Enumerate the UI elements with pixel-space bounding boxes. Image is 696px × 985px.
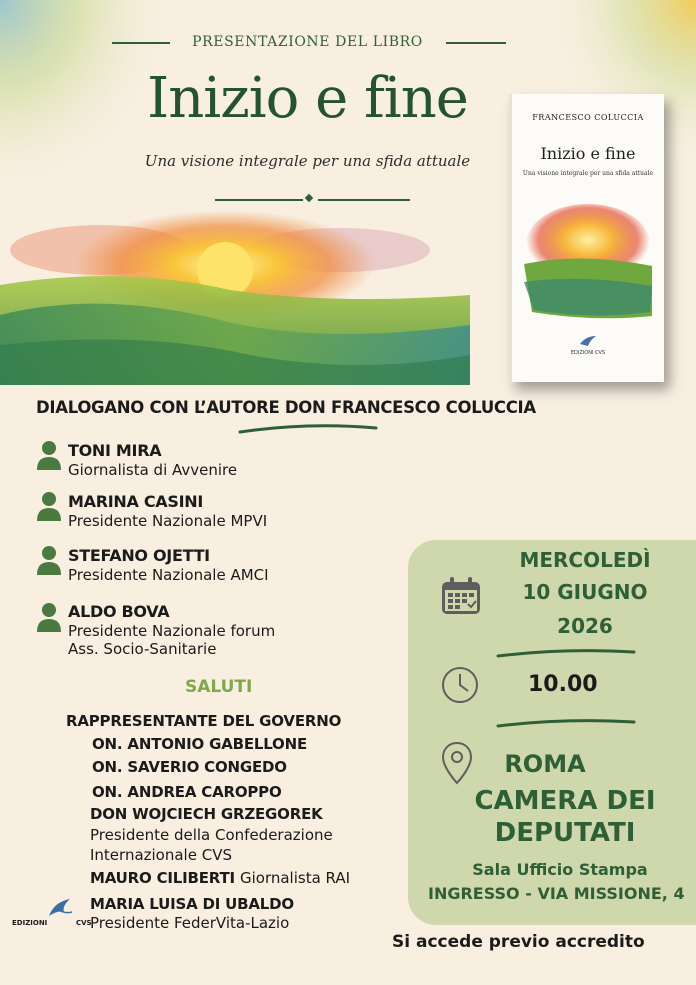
divider-right <box>318 199 410 201</box>
event-date: 10 GIUGNO <box>522 580 648 604</box>
divider-left <box>215 199 303 201</box>
access-note: Si accede previo accredito <box>392 932 645 952</box>
clock-icon <box>440 665 480 705</box>
saluti-ciliberti <box>90 868 350 888</box>
speaker-role: Presidente Nazionale AMCI <box>68 566 269 584</box>
saluti-item: ON. ANTONIO GABELLONE <box>92 735 308 753</box>
saluti-role: Presidente FederVita-Lazio <box>90 914 290 932</box>
dialog-heading: DIALOGANO CON L’AUTORE DON FRANCESCO COLUCCIA <box>36 398 536 417</box>
speaker-name: TONI MIRA <box>68 441 162 460</box>
saluti-item: RAPPRESENTANTE DEL GOVERNO <box>66 712 342 730</box>
logo-text-right: CVS <box>76 919 92 927</box>
saluti-item: ON. SAVERIO CONGEDO <box>92 758 287 776</box>
event-year: 2026 <box>557 614 613 638</box>
event-divider <box>496 646 636 660</box>
saluti-name: MARIA LUISA DI UBALDO <box>90 895 294 913</box>
kicker-rule-right <box>446 42 506 44</box>
page-title: Inizio e fine <box>147 66 468 131</box>
event-room: Sala Ufficio Stampa <box>472 860 648 879</box>
event-city: ROMA <box>504 750 586 778</box>
person-icon <box>36 491 62 521</box>
speaker-role-line2: Ass. Socio-Sanitarie <box>68 640 217 658</box>
saluti-item: ON. ANDREA CAROPPO <box>92 783 282 801</box>
speaker-role: Presidente Nazionale forum <box>68 622 276 640</box>
book-publisher: EDIZIONI CVS <box>570 350 606 356</box>
person-icon <box>36 440 62 470</box>
speaker-name: MARINA CASINI <box>68 492 203 511</box>
kicker: PRESENTAZIONE DEL LIBRO <box>192 34 423 50</box>
event-entrance: INGRESSO - VIA MISSIONE, 4 <box>428 884 685 903</box>
speaker-role: Presidente Nazionale MPVI <box>68 512 268 530</box>
person-icon <box>36 602 62 632</box>
book-author: FRANCESCO COLUCCIA <box>532 113 644 122</box>
event-venue-line2: DEPUTATI <box>494 818 636 848</box>
speaker-role: Giornalista di Avvenire <box>68 461 238 479</box>
saluti-item: DON WOJCIECH GRZEGOREK <box>90 805 323 823</box>
event-venue-line1: CAMERA DEI <box>474 786 656 816</box>
speaker-name: ALDO BOVA <box>68 602 170 621</box>
saluti-name: MAURO CILIBERTI <box>90 869 235 887</box>
book-subtitle: Una visione integrale per una sfida attuale <box>522 170 654 177</box>
saluti-role: Giornalista RAI <box>239 869 351 887</box>
landscape-illustration <box>0 205 480 385</box>
book-title: Inizio e fine <box>540 144 636 163</box>
speaker-name: STEFANO OJETTI <box>68 546 210 565</box>
person-icon <box>36 545 62 575</box>
saluti-role: Internazionale CVS <box>90 846 232 864</box>
heading-underline <box>238 420 378 436</box>
book-cover <box>509 94 664 382</box>
event-time: 10.00 <box>528 672 598 697</box>
page-subtitle: Una visione integrale per una sfida attuale <box>144 152 471 170</box>
saluti-heading: SALUTI <box>185 677 253 697</box>
saluti-role: Presidente della Confederazione <box>90 826 333 844</box>
dove-logo-icon <box>46 896 76 922</box>
book-dove-icon <box>578 334 598 348</box>
event-day: MERCOLEDÌ <box>519 548 651 572</box>
logo-text-left: EDIZIONI <box>12 919 48 927</box>
book-cover-illustration <box>522 204 654 319</box>
event-divider <box>496 716 636 730</box>
